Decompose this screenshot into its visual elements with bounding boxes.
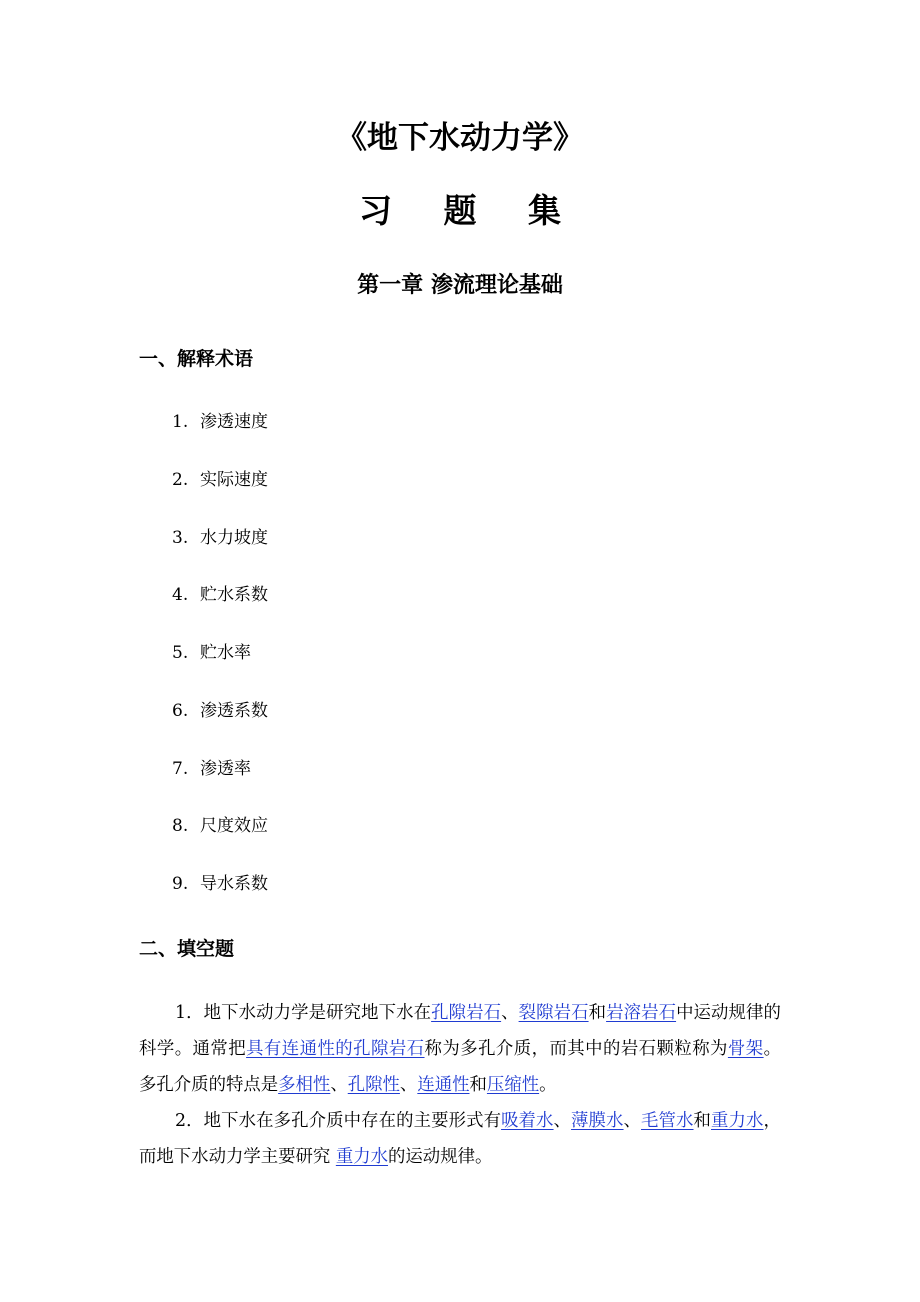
- term-list: [172, 408, 268, 928]
- answer-blank: 具有连通性的孔隙岩石: [246, 1039, 425, 1059]
- section-heading-fill-blank: 二、填空题: [139, 938, 235, 960]
- term-number: 3.: [172, 527, 189, 548]
- term-number: 1.: [172, 412, 189, 432]
- list-item: [172, 812, 268, 870]
- list-item: [172, 870, 268, 928]
- question-text: 称为多孔介质，而其中的岩石颗粒称为: [424, 1039, 728, 1059]
- question-text: 。多孔介质的特点是: [139, 1039, 781, 1095]
- term-text: 渗透率: [200, 758, 251, 779]
- document-title: 《地下水动力学》: [336, 120, 584, 156]
- question-text: 和: [469, 1075, 487, 1095]
- term-text: 实际速度: [200, 469, 268, 490]
- term-number: 6.: [172, 700, 189, 721]
- chapter-heading: 第一章 渗流理论基础: [357, 272, 563, 298]
- question-text: 中运动规律的科学。通常把: [139, 1003, 781, 1059]
- section-heading-terms: 一、解释术语: [139, 348, 254, 370]
- term-number: 4.: [172, 585, 189, 606]
- question-text: 。: [539, 1075, 557, 1095]
- question-text: 、: [399, 1075, 418, 1095]
- question-text: 的运动规律。: [388, 1147, 493, 1167]
- list-item: [172, 697, 268, 755]
- question-paragraph: [139, 1103, 781, 1175]
- list-item: [172, 755, 268, 813]
- answer-blank: 重力水: [711, 1111, 764, 1131]
- list-item: [172, 408, 268, 466]
- question-text: 2．地下水在多孔介质中存在的主要形式有: [175, 1111, 502, 1131]
- question-text: 和: [693, 1111, 712, 1131]
- term-text: 渗透系数: [200, 700, 268, 721]
- fill-blank-questions: [139, 995, 781, 1175]
- answer-blank: 重力水: [335, 1147, 389, 1167]
- answer-blank: 骨架: [727, 1039, 764, 1059]
- answer-blank: 孔隙性: [347, 1075, 400, 1095]
- answer-blank: 毛管水: [641, 1111, 694, 1131]
- answer-blank: 压缩性: [486, 1075, 540, 1095]
- term-text: 贮水率: [200, 643, 251, 663]
- answer-blank: 岩溶岩石: [606, 1003, 677, 1023]
- question-paragraph: [139, 995, 781, 1103]
- answer-blank: 裂隙岩石: [518, 1003, 589, 1023]
- answer-blank: 薄膜水: [571, 1111, 624, 1131]
- term-text: 渗透速度: [200, 412, 268, 432]
- question-text: 、: [553, 1111, 572, 1131]
- answer-blank: 孔隙岩石: [431, 1003, 502, 1023]
- list-item: [172, 524, 268, 582]
- term-text: 导水系数: [200, 874, 268, 894]
- term-number: 7.: [172, 758, 189, 779]
- question-text: 和: [588, 1003, 607, 1023]
- list-item: [172, 466, 268, 524]
- question-text: 1．地下水动力学是研究地下水在: [175, 1003, 432, 1023]
- document-subtitle: 习 题 集: [359, 191, 581, 230]
- question-text: ，而地下水动力学主要研究: [139, 1111, 781, 1167]
- answer-blank: 多相性: [278, 1075, 331, 1095]
- term-text: 尺度效应: [200, 816, 268, 837]
- term-number: 2.: [172, 469, 189, 490]
- term-text: 贮水系数: [200, 585, 268, 606]
- term-number: 5.: [172, 643, 189, 663]
- question-text: 、: [330, 1075, 348, 1095]
- term-text: 水力坡度: [200, 527, 268, 548]
- term-number: 9.: [172, 874, 189, 894]
- list-item: [172, 639, 268, 697]
- answer-blank: 连通性: [417, 1075, 470, 1095]
- list-item: [172, 581, 268, 639]
- question-text: 、: [623, 1111, 642, 1131]
- question-text: 、: [501, 1003, 519, 1023]
- term-number: 8.: [172, 816, 189, 837]
- answer-blank: 吸着水: [501, 1111, 554, 1131]
